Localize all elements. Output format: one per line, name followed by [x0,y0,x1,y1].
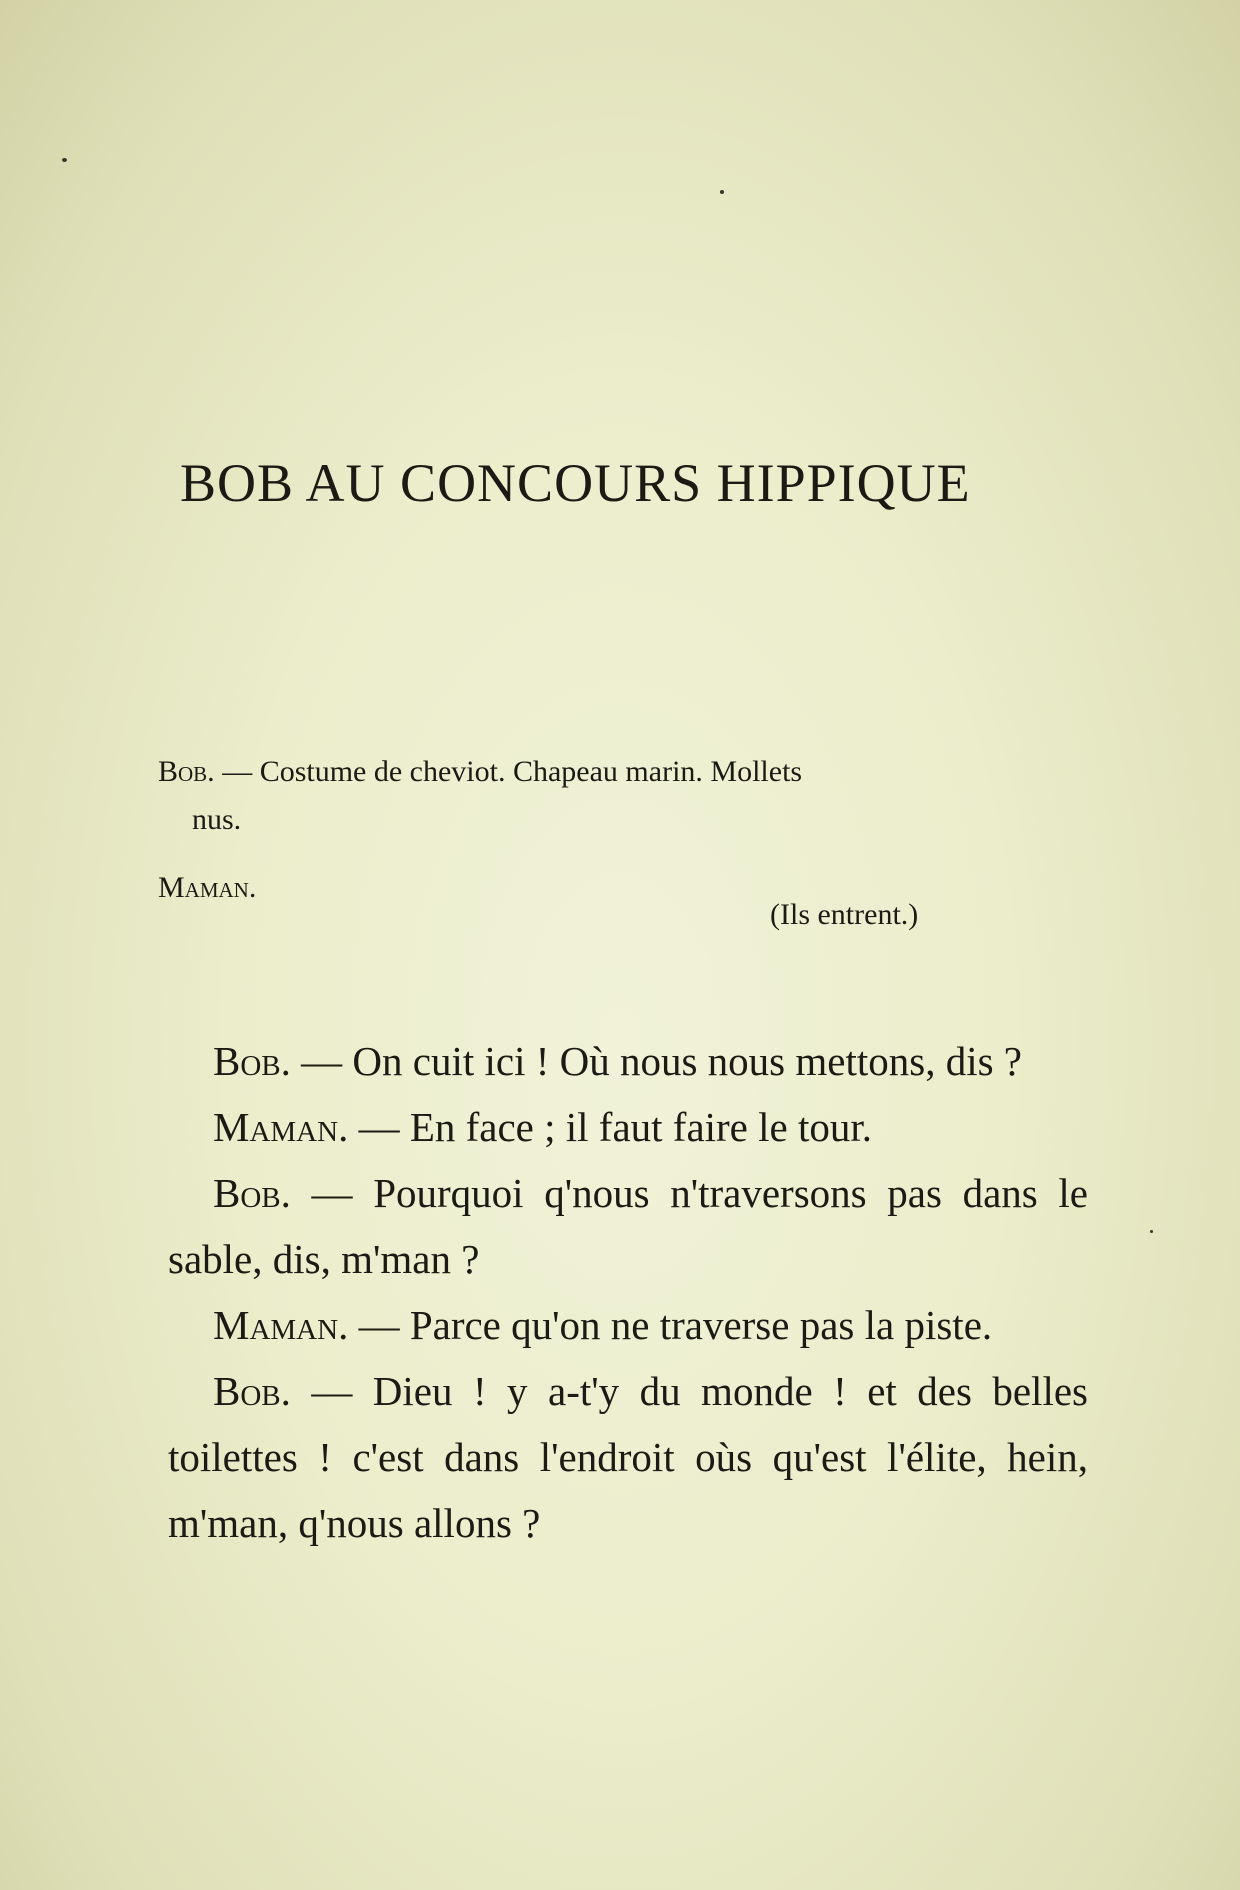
stage-direction: (Ils entrent.) [770,898,919,931]
speech-text: — Pourquoi q'nous n'traversons pas dans le sable, dis, m'man ? [168,1170,1088,1282]
cast-description-bob: — Costume de cheviot. Chapeau marin. Mollets [214,755,803,788]
dialogue-line [168,1094,1088,1160]
cast-description-bob-continued: nus. [192,803,242,836]
dialogue-line [168,1028,1088,1094]
dialogue-line [168,1358,1088,1556]
speech-text: — En face ; il faut faire le tour. [348,1104,872,1150]
cast-name-bob: Bob. [158,755,215,788]
speaker-name: Bob. [213,1170,291,1216]
cast-name-maman: Maman. [158,871,257,904]
speech-text: — Parce qu'on ne traverse pas la piste. [348,1302,993,1348]
dialogue-line [168,1160,1088,1292]
dialogue [168,1028,1088,1556]
paper-speck [62,158,67,162]
paper-speck [1150,1230,1153,1233]
paper-speck [720,190,724,194]
cast-entry-bob [158,748,1088,796]
speaker-name: Bob. [213,1368,291,1414]
chapter-title: BOB AU CONCOURS HIPPIQUE [180,453,971,513]
speech-text: — On cuit ici ! Où nous nous mettons, dis ? [290,1038,1023,1084]
cast-list [158,748,1088,912]
speaker-name: Maman. [213,1104,349,1150]
speech-text: — Dieu ! y a-t'y du monde ! et des belles toilettes ! c'est dans l'endroit oùs qu'est l'élite, hein, m'man, q'nous allons ? [168,1368,1088,1546]
dialogue-line [168,1292,1088,1358]
speaker-name: Maman. [213,1302,349,1348]
speaker-name: Bob. [213,1038,291,1084]
